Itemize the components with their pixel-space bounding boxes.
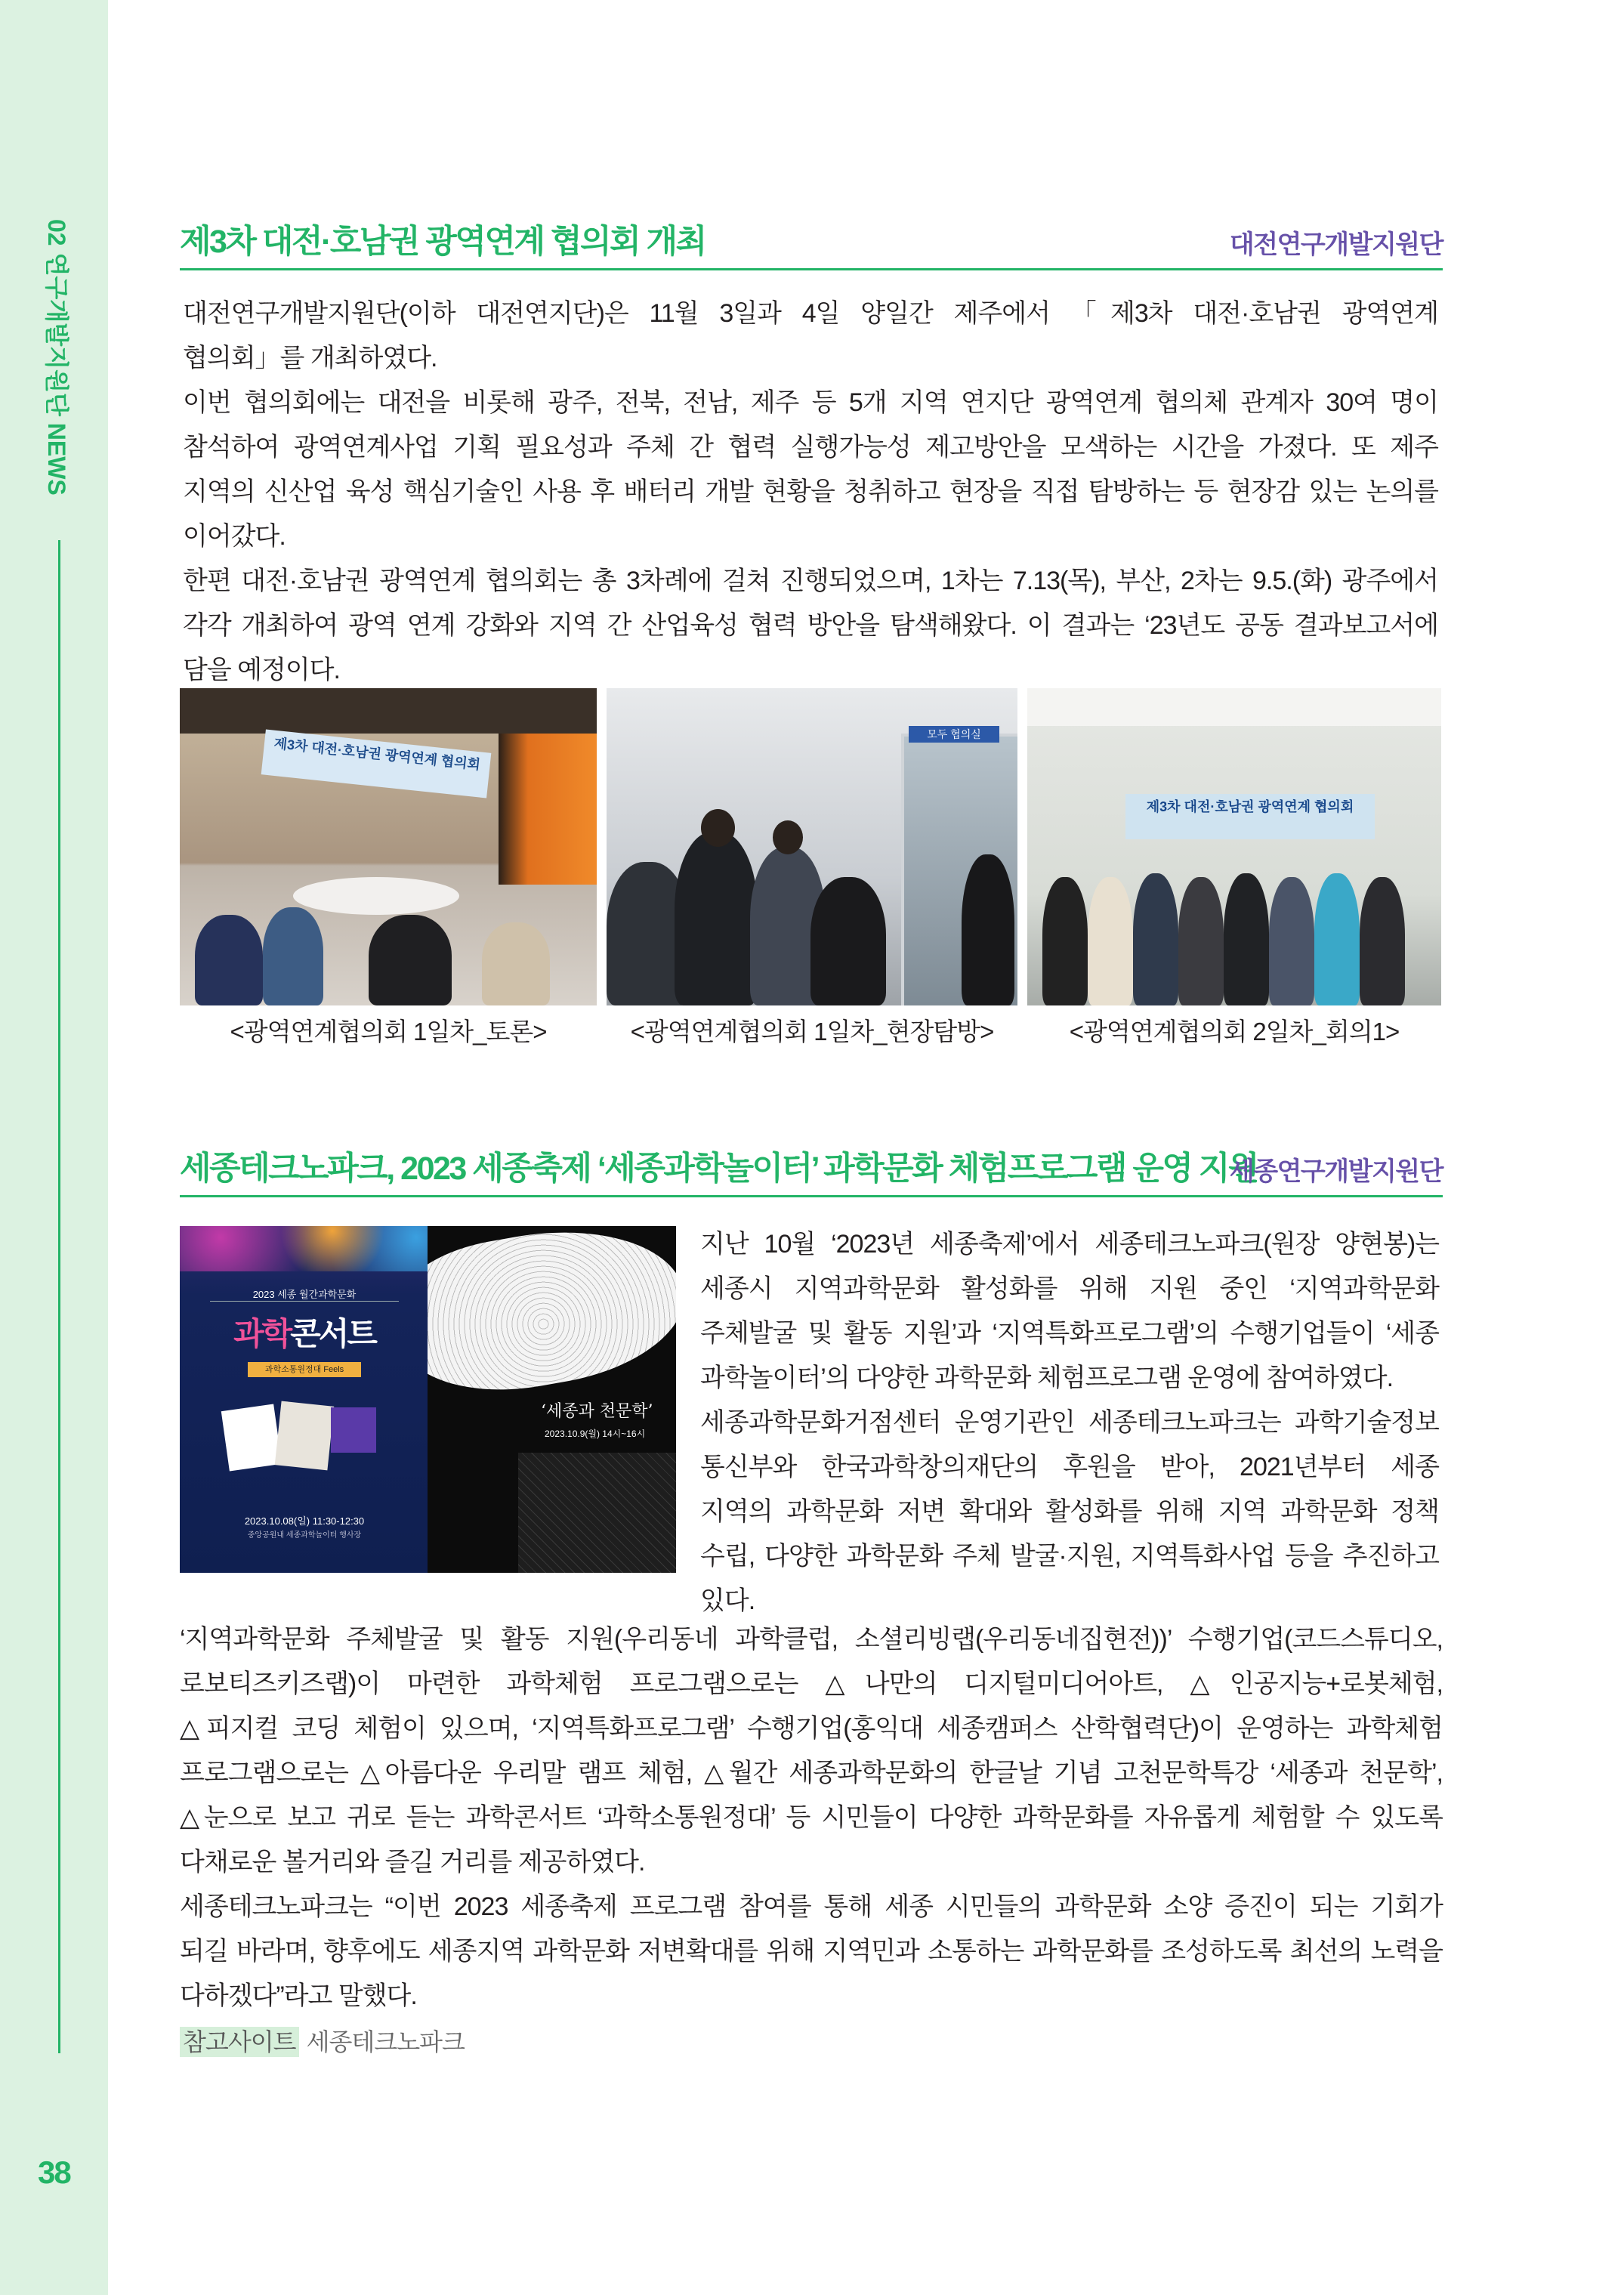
text-line: 과학놀이터’의 다양한 과학문화 체험프로그램 운영에 참여하였다.	[700, 1364, 1394, 1392]
section1-header	[180, 223, 1443, 270]
text-line: 협의회」를 개최하였다.	[183, 344, 437, 372]
section2-body	[180, 1617, 1443, 2019]
text-line: 세종시 지역과학문화 활성화를 위해 지원 중인 ‘지역과학문화	[700, 1274, 1439, 1303]
text-line: △피지컬 코딩 체험이 있으며, ‘지역특화프로그램’ 수행기업(홍익대 세종캠퍼스 산학협력단)이 운영하는 과학체험	[180, 1714, 1443, 1743]
star-map	[428, 1226, 676, 1408]
text-line: 참석하여 광역연계사업 기획 필요성과 주체 간 협력 실행가능성 제고방안을 모색하는 시간을 가졌다. 또 제주	[183, 433, 1438, 462]
text-line: 주체발굴 및 활동 지원’과 ‘지역특화프로그램’의 수행기업들이 ‘세종	[700, 1319, 1439, 1348]
section2-title: 세종테크노파크, 2023 세종축제 ‘세종과학놀이터’ 과학문화 체험프로그램 운영 지원	[180, 1151, 1258, 1187]
text-line: 이번 협의회에는 대전을 비롯해 광주, 전북, 전남, 제주 등 5개 지역 연지단 광역연계 협의체 관계자 30여 명이	[183, 388, 1438, 417]
section-label: 02 연구개발지원단 NEWS	[43, 219, 70, 496]
reference-tag: 참고사이트	[180, 2027, 299, 2057]
banner: 제3차 대전·호남권 광역연계 협의회	[261, 729, 492, 798]
event-posters	[180, 1226, 676, 1573]
section2-org: 세종연구개발지원단	[1229, 1157, 1443, 1186]
text-line: 한편 대전·호남권 광역연계 협의회는 총 3차례에 걸쳐 진행되었으며, 1차는 7.13(목), 부산, 2차는 9.5.(화) 광주에서	[183, 567, 1438, 595]
text-line: 대전연구개발지원단(이하 대전연지단)은 11월 3일과 4일 양일간 제주에서 「제3차 대전·호남권 광역연계	[183, 299, 1438, 328]
section1-body	[183, 292, 1438, 693]
text-line: 다하겠다”라고 말했다.	[180, 1981, 417, 2010]
astronomy-lecture-poster: ‘세종과 천문학’ 2023.10.9(월) 14시~16시	[428, 1226, 676, 1573]
text-line: 각각 개최하여 광역 연계 강화와 지역 간 산업육성 협력 방안을 탐색해왔다. 이 결과는 ‘23년도 공동 결과보고서에	[183, 611, 1438, 640]
text-line: 통신부와 한국과학창의재단의 후원을 받아, 2021년부터 세종	[700, 1453, 1439, 1481]
reference-link[interactable]: 세종테크노파크	[306, 2028, 465, 2056]
text-line: 세종테크노파크는 “이번 2023 세종축제 프로그램 참여를 통해 세종 시민들의 과학문화 소양 증진이 되는 기회가	[180, 1892, 1443, 1921]
text-line: 다채로운 볼거리와 즐길 거리를 제공하였다.	[180, 1848, 645, 1876]
photo-caption: <광역연계협의회 2일차_회의1>	[1069, 1018, 1400, 1046]
text-line: 되길 바라며, 향후에도 세종지역 과학문화 저변확대를 위해 지역민과 소통하는 과학문화를 조성하도록 최선의 노력을	[180, 1937, 1443, 1966]
text-line: 담을 예정이다.	[183, 656, 340, 684]
photo-discussion	[180, 688, 597, 1005]
text-line: 로보티즈키즈랩)이 마련한 과학체험 프로그램으로는 △나만의 디지털미디어아트, △인공지능+로봇체험,	[180, 1670, 1443, 1698]
page-number: 38	[38, 2154, 70, 2190]
text-line: 있다.	[700, 1586, 755, 1615]
text-line: 세종과학문화거점센터 운영기관인 세종테크노파크는 과학기술정보	[700, 1408, 1439, 1437]
room-sign: 모두 협의실	[909, 726, 999, 743]
reference-site	[180, 2023, 465, 2058]
section2-side-body	[700, 1222, 1439, 1623]
sidebar-divider	[58, 540, 60, 2053]
text-line: 프로그램으로는 △아름다운 우리말 램프 체험, △월간 세종과학문화의 한글날 기념 고천문학특강 ‘세종과 천문학’,	[180, 1759, 1443, 1787]
text-line: △눈으로 보고 귀로 듣는 과학콘서트 ‘과학소통원정대’ 등 시민들이 다양한 과학문화를 자유롭게 체험할 수 있도록	[180, 1803, 1443, 1832]
sidebar	[0, 0, 108, 2295]
text-line: 지난 10월 ‘2023년 세종축제’에서 세종테크노파크(원장 양현봉)는	[700, 1230, 1439, 1259]
text-line: 수립, 다양한 과학문화 주체 발굴·지원, 지역특화사업 등을 추진하고	[700, 1542, 1439, 1571]
banner: 제3차 대전·호남권 광역연계 협의회	[1125, 794, 1375, 839]
photo-site-visit	[607, 688, 1017, 1005]
photo-meeting	[1027, 688, 1441, 1005]
section2-header	[180, 1150, 1443, 1197]
photo-caption: <광역연계협의회 1일차_현장탐방>	[630, 1018, 994, 1046]
science-concert-poster: 2023 세종 월간과학문화 과학콘서트 과학소통원정대 Feels 2023.10.08(일) 11:30-12:30 중앙공원내 세종과학놀이터 행사장	[180, 1226, 428, 1573]
section1-org: 대전연구개발지원단	[1229, 230, 1443, 259]
section1-title: 제3차 대전·호남권 광역연계 협의회 개최	[180, 224, 705, 260]
text-line: ‘지역과학문화 주체발굴 및 활동 지원(우리동네 과학클럽, 소셜리빙랩(우리동네집현전))’ 수행기업(코드스튜디오,	[180, 1625, 1443, 1654]
text-line: 지역의 신산업 육성 핵심기술인 사용 후 배터리 개발 현황을 청취하고 현장을 직접 탐방하는 등 현장감 있는 논의를	[183, 477, 1438, 506]
text-line: 지역의 과학문화 저변 확대와 활성화를 위해 지역 과학문화 정책	[700, 1497, 1439, 1526]
text-line: 이어갔다.	[183, 522, 286, 551]
photo-caption: <광역연계협의회 1일차_토론>	[230, 1018, 547, 1046]
